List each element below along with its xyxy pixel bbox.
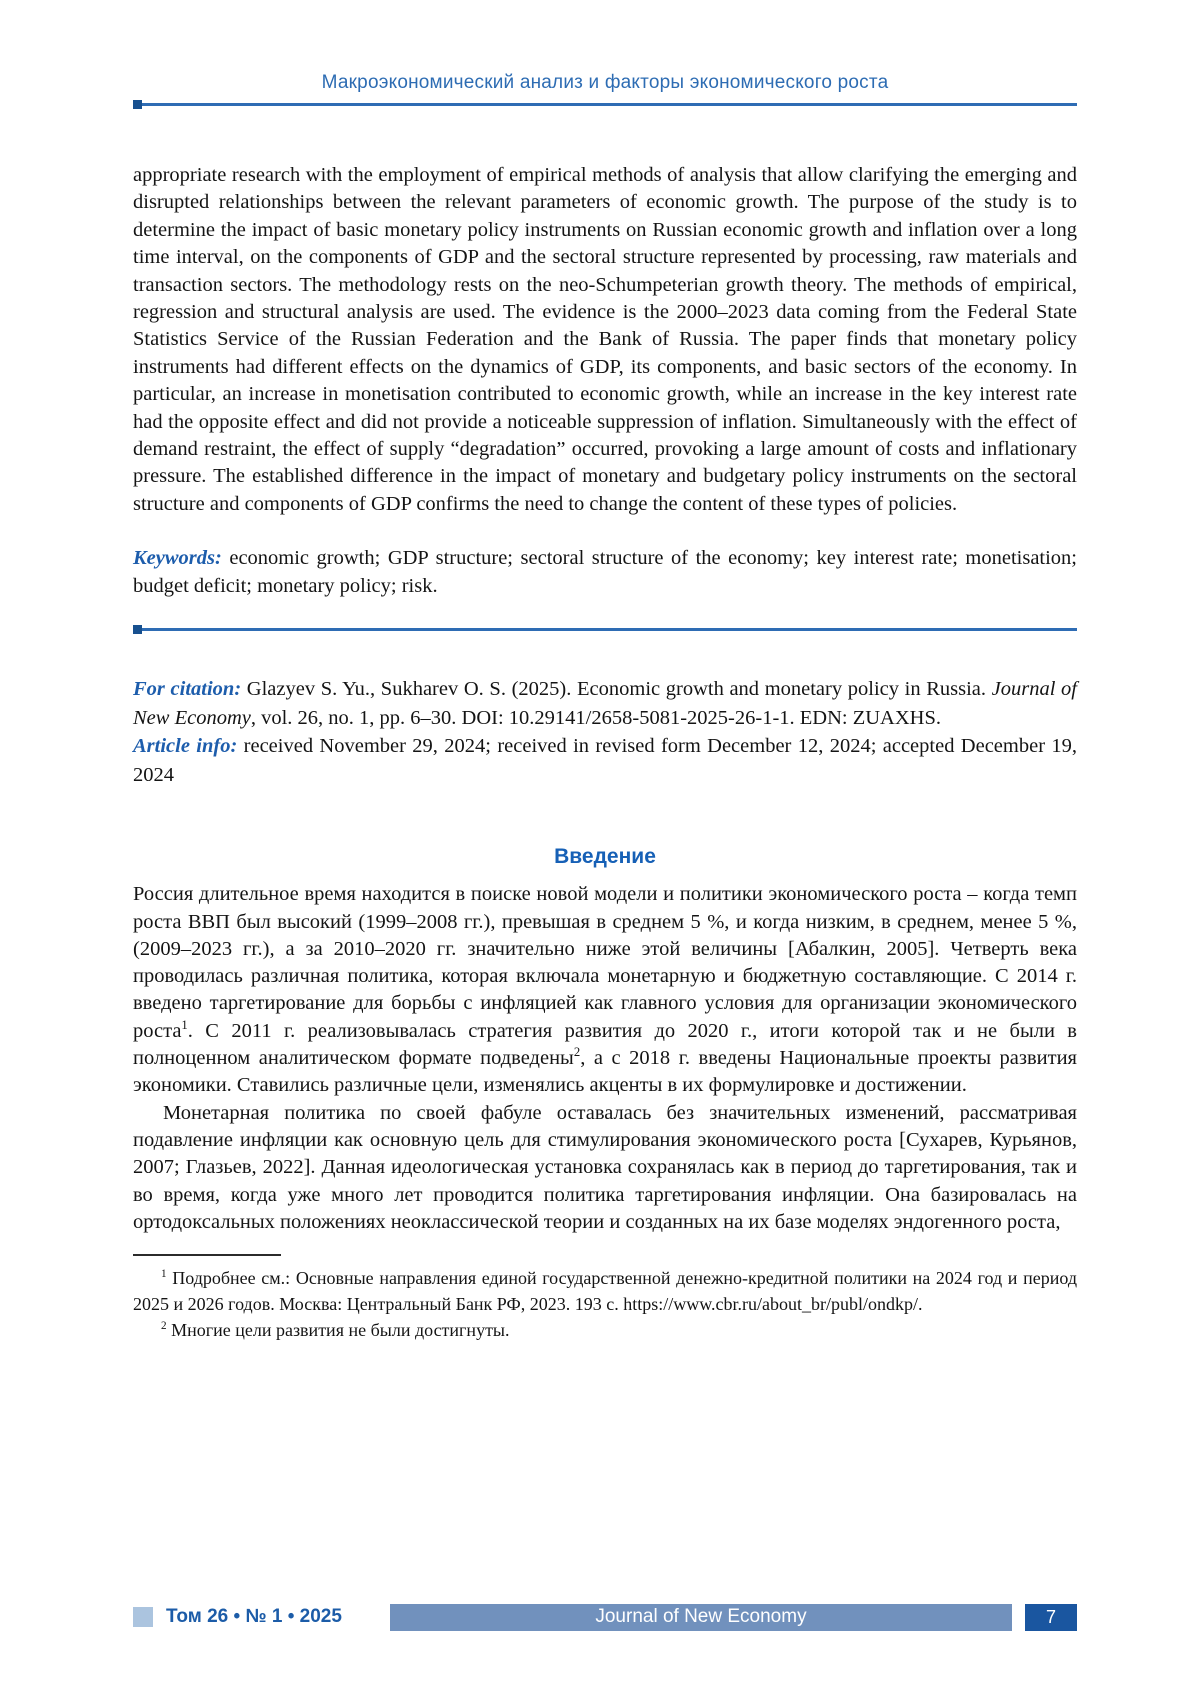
intro-paragraph-2: Монетарная политика по своей фабуле оставалась без значительных изменений, рассматривая подавление инфляции как основную цель для стимулирования экономического роста [Сухарев, Курьянов, 2007; Глазьев, 2022]. Данная идеологическая установка сохранялась как в период до таргетирования, так и во время, когда уже много лет проводится политика таргетирования инфляции. Она базировалась на ортодоксальных положениях неоклассической теории и созданных на их базе моделях эндогенного роста, (133, 1101, 1077, 1233)
article-info-label: Article info: (133, 735, 238, 758)
footnote-1-text: Подробнее см.: Основные направления единой государственной денежно-кредитной политики на 2024 год и период 2025 и 2026 годов. Москва: Центральный Банк РФ, 2023. 193 с. https://www.cbr.ru/about_br/publ/ondkp/. (133, 1268, 1077, 1315)
article-info-text: received November 29, 2024; received in revised form December 12, 2024; accepted December 19, 2024 (133, 735, 1077, 786)
intro-paragraph-1 (133, 881, 1077, 1099)
rule-end-square (133, 625, 142, 634)
footnote-ref-1: 1 (181, 1017, 188, 1032)
section-divider-rule (133, 628, 1077, 631)
citation-text-before-journal: Glazyev S. Yu., Sukharev O. S. (2025). Economic growth and monetary policy in Russia. (241, 678, 992, 701)
footer-square-icon (133, 1607, 153, 1627)
footnote-ref-2: 2 (573, 1045, 581, 1060)
intro-p1-part3: , а с 2018 г. введены Национальные проекты развития экономики. Ставились различные цели, изменялись акценты в их формулировке и достижении. (133, 1047, 1077, 1097)
footnote-2-marker: 2 (161, 1320, 167, 1333)
introduction-heading: Введение (554, 845, 656, 869)
intro-p1-part1: Россия длительное время находится в поиске новой модели и политики экономического роста – когда темп роста ВВП был высокий (1999–2008 гг.), превышая в среднем 5 %, и когда низким, в среднем, менее 5 %, (2009–2023 гг.), а за 2010–2020 гг. значительно ниже этой величины [Абалкин, 2005]. Четверть века проводилась различная политика, которая включала монетарную и бюджетную составляющие. С 2014 г. введено таргетирование для борьбы с инфляцией как главного условия для организации экономического роста (133, 883, 1077, 1042)
footer-journal-name: Journal of New Economy (595, 1606, 807, 1627)
keywords-paragraph (133, 544, 1077, 600)
footnote-1-marker: 1 (161, 1268, 167, 1281)
citation-text-after-journal: , vol. 26, no. 1, pp. 6–30. DOI: 10.29141/2658-5081-2025-26-1-1. EDN: ZUAXHS. (250, 706, 941, 729)
citation-journal-name: Journal of New Economy (133, 678, 1077, 729)
for-citation-paragraph (133, 675, 1077, 732)
intro-p1-part2: . С 2011 г. реализовывалась стратегия развития до 2020 г., итоги которой так и не были в полноценном аналитическом формате подведены (133, 1019, 1077, 1070)
footer-journal-bar (390, 1604, 1012, 1631)
running-head-title: Макроэкономический анализ и факторы экономического роста (321, 72, 889, 93)
rule-end-square (133, 100, 142, 109)
keywords-label: Keywords: (133, 547, 222, 570)
citation-block (133, 675, 1077, 789)
article-info-paragraph (133, 732, 1077, 789)
abstract-text: appropriate research with the employment of empirical methods of analysis that allow clarifying the emerging and disrupted relationships between the relevant parameters of economic growth. The purpose of the study is to determine the impact of basic monetary policy instruments on Russian economic growth and inflation over a long time interval, on the components of GDP and the sectoral structure represented by processing, raw materials and transaction sectors. The methodology rests on the neo-Schumpeterian growth theory. The methods of empirical, regression and structural analysis are used. The evidence is the 2000–2023 data coming from the Federal State Statistics Service of the Russian Federation and the Bank of Russia. The paper finds that monetary policy instruments had different effects on the dynamics of GDP, its components, and basic sectors of the economy. In particular, an increase in monetisation contributed to economic growth, while an increase in the key interest rate had the opposite effect and did not provide a noticeable suppression of inflation. Simultaneously with the effect of demand restraint, the effect of supply “degradation” occurred, provoking a large amount of costs and inflationary pressure. The established difference in the impact of monetary and budgetary policy instruments on the sectoral structure and components of GDP confirms the need to change the content of these types of policies. (133, 164, 1077, 515)
footnotes-block (133, 1265, 1077, 1343)
footnote-2 (133, 1317, 1077, 1343)
keywords-text: economic growth; GDP structure; sectoral structure of the economy; key interest rate; monetisation; budget deficit; monetary policy; risk. (133, 547, 1077, 598)
page-footer (133, 1603, 1077, 1631)
header-rule (133, 103, 1077, 106)
page-content (133, 0, 1077, 1343)
footer-page-number: 7 (1025, 1604, 1077, 1631)
footnote-separator (133, 1254, 281, 1256)
footnote-2-text: Многие цели развития не были достигнуты. (166, 1320, 510, 1341)
footnote-1 (133, 1265, 1077, 1317)
for-citation-label: For citation: (133, 678, 242, 701)
footer-volume-info: Том 26 • № 1 • 2025 (166, 1606, 342, 1627)
